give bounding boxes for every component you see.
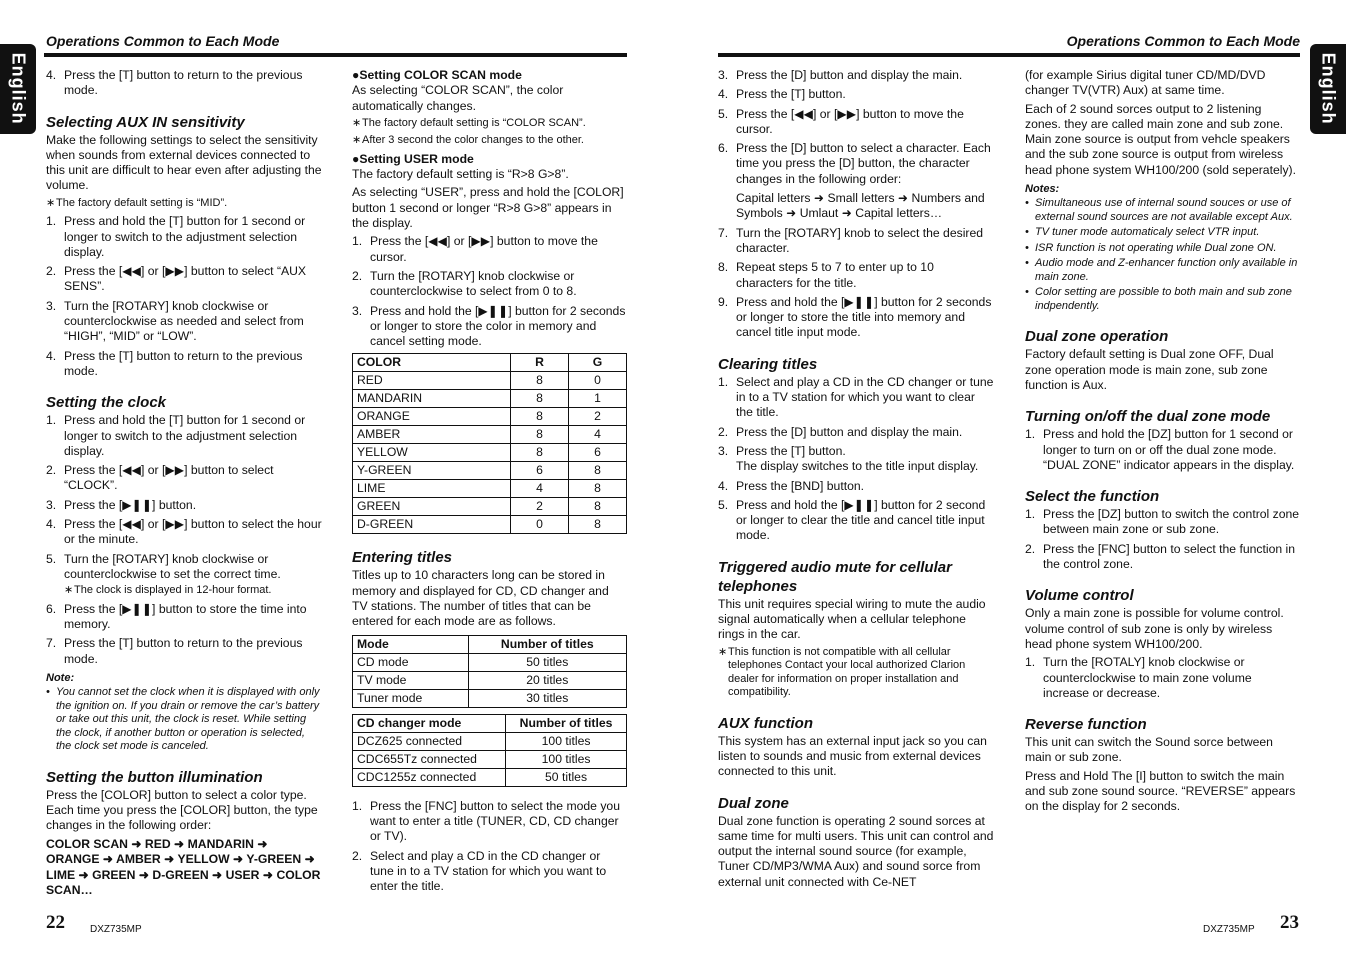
table-cell: 8	[511, 426, 569, 444]
table-row	[353, 671, 627, 689]
clock-steps	[46, 413, 322, 667]
section-title: AUX function	[718, 714, 813, 732]
page-number-left: 22	[46, 912, 65, 933]
right-header-rule	[718, 53, 1300, 57]
table-row	[353, 498, 627, 516]
char-order: Capital letters ➜ Small letters ➜ Numbers and Symbols ➜ Umlaut ➜ Capital letters…	[736, 191, 985, 221]
paragraph: Press and Hold The [I] button to switch the main and sub zone sound source. “REVERSE” appears on the display for 2 seconds.	[1025, 768, 1296, 814]
list-item: 1. Turn the [ROTALY] knob clockwise or counterclockwise to main zone volume increase or decrease.	[1025, 655, 1252, 700]
right-column-1	[718, 68, 994, 893]
table-cell: 0	[569, 372, 627, 390]
list-item: 2. Press the [◀◀] or [▶▶] button to select “CLOCK”.	[46, 463, 274, 493]
table-cell: 8	[511, 444, 569, 462]
table-cell: CD mode	[353, 653, 469, 671]
table-cell: ORANGE	[353, 408, 511, 426]
table-cell: YELLOW	[353, 444, 511, 462]
color-sequence: COLOR SCAN ➜ RED ➜ MANDARIN ➜ ORANGE ➜ AMBER ➜ YELLOW ➜ Y-GREEN ➜ LIME ➜ GREEN ➜ D-GREEN ➜ USER ➜ COLOR SCAN…	[46, 836, 321, 898]
table-header: CD changer mode	[353, 714, 506, 732]
list-item: 3. Press and hold the [▶❚❚] button for 2 seconds or longer to store the color in memory and cancel setting mode.	[352, 303, 626, 349]
paragraph: Each of 2 sound sorces output to 2 listening zones. they are called main zone and sub zone. Main zone source is output from vehcle speakers and the sub zone source is output from wireless head phone system WH100/200 (sold seperately).	[1025, 101, 1296, 177]
list-item: 1. Select and play a CD in the CD changer or tune in to a TV station for which you want to clear the title.	[718, 374, 994, 420]
table-row	[353, 516, 627, 534]
list-item: 4. Press the [◀◀] or [▶▶] button to select the hour or the minute.	[46, 517, 322, 547]
list-item: 2. Turn the [ROTARY] knob clockwise or counterclockwise to select from 0 to 8.	[352, 268, 577, 299]
footnote: ∗ The factory default setting is “COLOR SCAN”.	[352, 117, 627, 131]
model-label-left: DXZ735MP	[90, 924, 142, 935]
table-header: G	[569, 354, 627, 372]
section-title: Entering titles	[352, 549, 453, 567]
list-item: 5. Press and hold the [▶❚❚] button for 2 second or longer to clear the title and cancel title input mode.	[718, 497, 986, 543]
table-row	[353, 768, 627, 786]
table-cell: 30 titles	[468, 689, 626, 707]
right-page-header: Operations Common to Each Mode	[1066, 33, 1300, 49]
table-cell: 0	[511, 516, 569, 534]
notes-list	[1025, 197, 1300, 313]
section-title: Clearing titles	[718, 355, 818, 373]
paragraph: As selecting “COLOR SCAN”, the color automatically changes.	[352, 83, 564, 113]
left-header-rule	[44, 53, 627, 57]
paragraph: Factory default setting is Dual zone OFF, Dual zone operation mode is main zone, sub zone function is Aux.	[1025, 347, 1274, 392]
table-header: Mode	[353, 635, 469, 653]
user-steps	[352, 234, 627, 349]
table-cell: 20 titles	[468, 671, 626, 689]
table-cell: 8	[511, 372, 569, 390]
left-page-header: Operations Common to Each Mode	[46, 33, 280, 49]
color-table	[352, 353, 627, 534]
changer-table	[352, 714, 627, 787]
table-cell: Y-GREEN	[353, 462, 511, 480]
table-row	[353, 444, 627, 462]
list-item: 4. Press the [BND] button.	[718, 478, 865, 493]
list-item: 3. Turn the [ROTARY] knob clockwise or counterclockwise as needed and select from “HIGH”, “MID” or “LOW”.	[46, 298, 304, 344]
footnote: ∗ The clock is displayed in 12-hour format.	[64, 584, 322, 598]
table-row	[353, 653, 627, 671]
list-item: 2. Press the [◀◀] or [▶▶] button to select “AUX SENS”.	[46, 264, 307, 294]
language-tab-label: English	[8, 52, 29, 125]
table-row	[353, 408, 627, 426]
table-row	[353, 462, 627, 480]
table-row	[353, 732, 627, 750]
list-item: 7. Turn the [ROTARY] knob to select the desired character.	[718, 225, 984, 255]
table-cell: 8	[511, 408, 569, 426]
list-item: 7. Press the [T] button to return to the previous mode.	[46, 636, 303, 666]
paragraph: Make the following settings to select the sensitivity when sounds from external devices connected to this unit are difficult to hear even after adjusting the volume.	[46, 132, 322, 193]
language-tab-left	[0, 44, 36, 134]
list-item: 1. Press and hold the [DZ] button for 1 second or longer to turn on or off the dual zone mode. “DUAL ZONE” indicator appears in the display.	[1025, 427, 1295, 472]
paragraph: This system has an external input jack so you can listen to sounds and music from external devices connected to this unit.	[718, 733, 987, 779]
note-item: • Color setting are possible to both main and sub zone indpendently.	[1025, 286, 1300, 313]
aux-steps	[46, 214, 322, 379]
note-item: • TV tuner mode automaticaly select VTR input.	[1025, 226, 1300, 240]
language-tab-right	[1310, 44, 1346, 134]
section-title: Turning on/off the dual zone mode	[1025, 408, 1271, 426]
table-row	[353, 372, 627, 390]
list-item: 4. Press the [T] button to return to the previous mode.	[46, 348, 303, 378]
table-cell: RED	[353, 372, 511, 390]
table-cell: 6	[569, 444, 627, 462]
subsection-title: ●Setting USER mode	[352, 151, 474, 166]
list-item: 1. Press and hold the [T] button for 1 second or longer to switch to the adjustment selection display.	[46, 214, 306, 259]
table-cell: 4	[569, 426, 627, 444]
footnote: ∗ This function is not compatible with all cellular telephones Contact your local authorized Clarion dealer for information on proper installation and compatibility.	[718, 646, 994, 700]
list-item: 3. Press the [T] button. The display switches to the title input display.	[718, 443, 979, 474]
list-item: 3. Press the [▶❚❚] button.	[46, 497, 197, 512]
section-title: Setting the clock	[46, 394, 167, 412]
table-row	[353, 750, 627, 768]
table-cell: 4	[511, 480, 569, 498]
table-cell: GREEN	[353, 498, 511, 516]
table-cell: 8	[569, 480, 627, 498]
note-item: • ISR function is not operating while Dual zone ON.	[1025, 242, 1300, 256]
table-cell: 100 titles	[506, 732, 627, 750]
table-cell: LIME	[353, 480, 511, 498]
section-title: Dual zone operation	[1025, 328, 1169, 346]
notes-label: Notes:	[1025, 183, 1060, 196]
title-entry-steps	[718, 68, 994, 341]
table-cell: D-GREEN	[353, 516, 511, 534]
table-row	[353, 689, 627, 707]
footnote: ∗ After 3 second the color changes to the other.	[352, 134, 627, 148]
note-item: • Simultaneous use of internal sound souces or use of external sound sources are not available except Aux.	[1025, 197, 1300, 224]
table-cell: 1	[569, 390, 627, 408]
paragraph: Titles up to 10 characters long can be stored in memory and displayed for CD, CD changer and TV stations. The number of titles that can be entered for each mode are as follows.	[352, 568, 609, 629]
right-column-2	[1025, 68, 1300, 818]
section-title: Reverse function	[1025, 716, 1147, 734]
list-item: 2. Press the [D] button and display the main.	[718, 424, 963, 439]
turn-steps	[1025, 427, 1300, 473]
table-cell: 8	[569, 516, 627, 534]
table-cell: 100 titles	[506, 750, 627, 768]
paragraph: Press the [COLOR] button to select a color type. Each time you press the [COLOR] button, the type changes in the following order:	[46, 787, 318, 833]
paragraph: The factory default setting is “R>8 G>8”.	[352, 167, 569, 182]
table-cell: CDC655Tz connected	[353, 750, 506, 768]
table-cell: TV mode	[353, 671, 469, 689]
table-header: COLOR	[353, 354, 511, 372]
page-number-right: 23	[1280, 912, 1299, 933]
note-item: • Audio mode and Z-enhancer function only available in main zone.	[1025, 257, 1300, 284]
list-item: 6. Press the [▶❚❚] button to store the time into memory.	[46, 601, 307, 632]
list-item: 4. Press the [T] button to return to the previous mode.	[46, 68, 303, 98]
table-cell: 6	[511, 462, 569, 480]
table-cell: 2	[569, 408, 627, 426]
list-item: 2. Select and play a CD in the CD changer or tune in to a TV station for which you want to enter the title.	[352, 848, 607, 894]
model-label-right: DXZ735MP	[1203, 924, 1255, 935]
section-title: Setting the button illumination	[46, 768, 263, 786]
paragraph: Only a main zone is possible for volume control. volume control of sub zone is only by wireless head phone system WH100/200.	[1025, 606, 1284, 651]
table-cell: CDC1255z connected	[353, 768, 506, 786]
table-cell: DCZ625 connected	[353, 732, 506, 750]
section-title: Selecting AUX IN sensitivity	[46, 113, 245, 131]
table-header: Number of titles	[506, 714, 627, 732]
table-cell: AMBER	[353, 426, 511, 444]
table-cell: 50 titles	[468, 653, 626, 671]
section-title: Select the function	[1025, 488, 1160, 506]
list-item: 1. Press the [◀◀] or [▶▶] button to move the cursor.	[352, 234, 598, 264]
subsection-title: ●Setting COLOR SCAN mode	[352, 68, 522, 82]
language-tab-label: English	[1318, 52, 1339, 125]
table-row	[353, 390, 627, 408]
list-item: 3. Press the [D] button and display the main.	[718, 68, 963, 82]
paragraph: As selecting “USER”, press and hold the [COLOR] button 1 second or longer “R>8 G>8” appears in the display.	[352, 185, 624, 231]
list-item: 2. Press the [FNC] button to select the function in the control zone.	[1025, 541, 1296, 572]
table-header: R	[511, 354, 569, 372]
table-cell: 2	[511, 498, 569, 516]
left-column-2	[352, 68, 627, 898]
note-label: Note:	[46, 671, 75, 684]
titles-steps	[352, 799, 627, 895]
paragraph: This unit can switch the Sound sorce between main or sub zone.	[1025, 735, 1273, 765]
paragraph: Dual zone function is operating 2 sound sorces at same time for multi users. This unit can control and output the internal sound source (for example, Tuner CD/MP3/WMA Aux) and sound sorce from external unit connected with Ce-NET	[718, 813, 994, 889]
table-header: Number of titles	[468, 635, 626, 653]
paragraph: This unit requires special wiring to mute the audio signal automatically when a cellular telephone rings in the car.	[718, 596, 986, 642]
table-cell: MANDARIN	[353, 390, 511, 408]
list-item: 6. Press the [D] button to select a character. Each time you press the [D] button, the character changes in the following order: Capital letters ➜ Small letters ➜ Numbers and Symbols ➜ Umlaut ➜ Capital letters…	[718, 141, 994, 221]
note-item: • You cannot set the clock when it is displayed with only the ignition on. If you drain or remove the car’s battery or take out this unit, the clock is reset. While setting the clock, if another button or operation is selected, the clock set mode is canceled.	[46, 686, 322, 754]
list-item: 5. Press the [◀◀] or [▶▶] button to move the cursor.	[718, 106, 964, 136]
paragraph: (for example Sirius digital tuner CD/MD/DVD changer TV(VTR) Aux) at same time.	[1025, 68, 1266, 98]
list-item: 4. Press the [T] button.	[718, 87, 846, 102]
table-cell: 8	[569, 498, 627, 516]
list-item: 1. Press and hold the [T] button for 1 second or longer to switch to the adjustment selection display.	[46, 413, 306, 458]
list-item: 9. Press and hold the [▶❚❚] button for 2 seconds or longer to store the title into memory and cancel title input mode.	[718, 294, 992, 340]
table-row	[353, 480, 627, 498]
table-cell: 8	[569, 462, 627, 480]
list-item: 1. Press the [FNC] button to select the mode you want to enter a title (TUNER, CD, CD changer or TV).	[352, 798, 620, 844]
clear-steps	[718, 375, 994, 544]
list-item: 8. Repeat steps 5 to 7 to enter up to 10 characters for the title.	[718, 260, 934, 290]
section-title: Triggered audio mute for cellular telephones	[718, 558, 952, 595]
select-steps	[1025, 507, 1300, 572]
table-row	[353, 426, 627, 444]
section-title: Dual zone	[718, 794, 789, 812]
list-item: 5. Turn the [ROTARY] knob clockwise or counterclockwise to set the correct time. ∗ The clock is displayed in 12-hour format.	[46, 552, 322, 598]
left-column-1	[46, 68, 322, 899]
mode-table	[352, 635, 627, 708]
section-title: Volume control	[1025, 587, 1134, 605]
table-cell: Tuner mode	[353, 689, 469, 707]
volume-steps	[1025, 655, 1300, 701]
footnote: ∗ The factory default setting is “MID”.	[46, 197, 322, 211]
table-cell: 50 titles	[506, 768, 627, 786]
table-cell: 8	[511, 390, 569, 408]
list-item: 1. Press the [DZ] button to switch the control zone between main zone or sub zone.	[1025, 507, 1300, 537]
